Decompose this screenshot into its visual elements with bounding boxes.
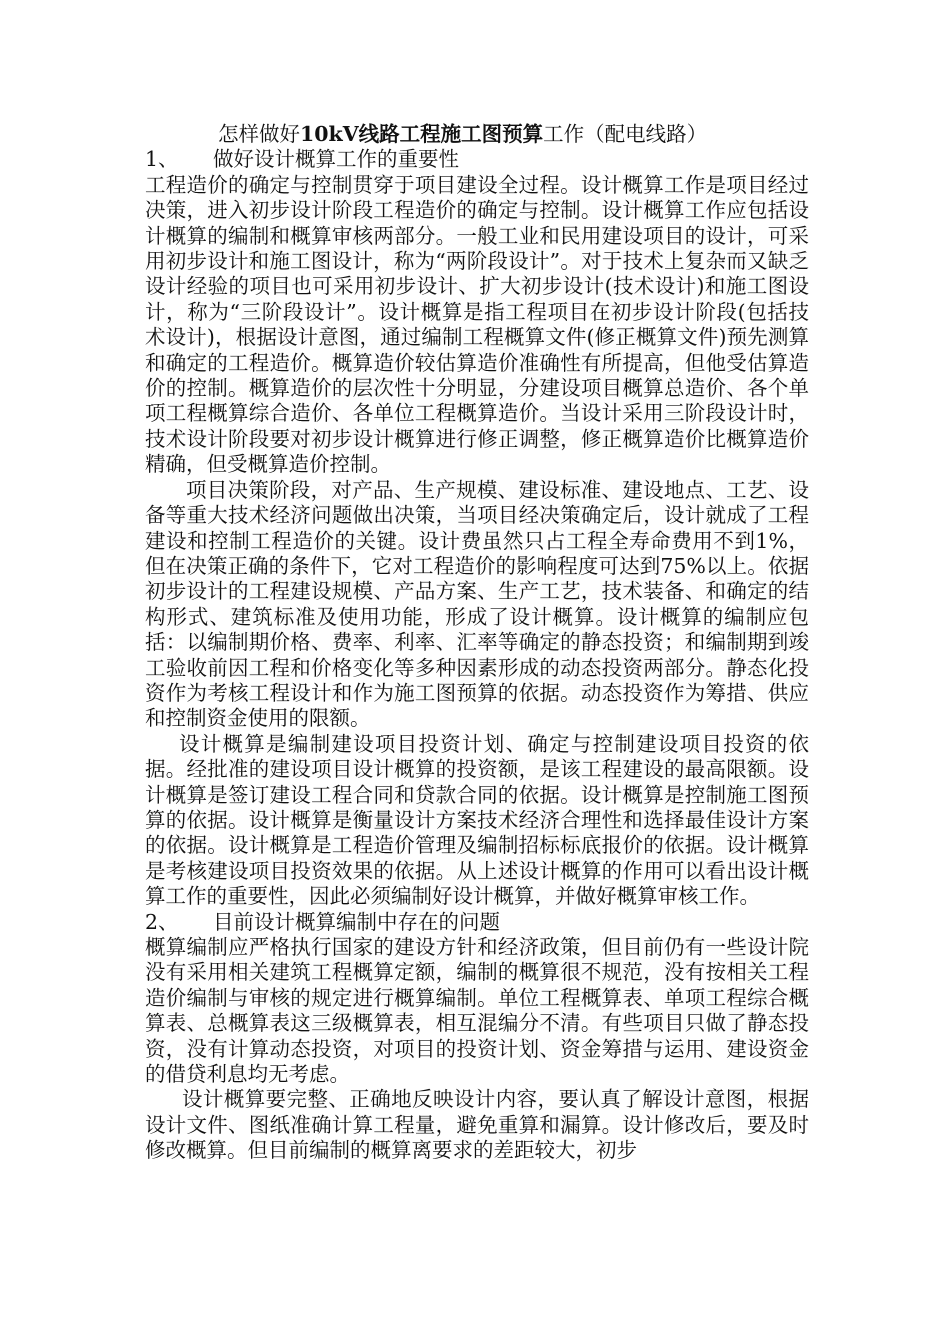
section-1-paragraph-2: 项目决策阶段，对产品、生产规模、建设标准、建设地点、工艺、设备等重大技术经济问题做出决策，当项目经决策确定后，设计就成了工程建设和控制工程造价的关键。设计费虽然只占工程全寿命费用不到1%，但在决策正确的条件下，它对工程造价的影响程度可达到75%以上。依据初步设计的工程建设规模、产品方案、生产工艺，技术装备、和确定的结构形式、建筑标准及使用功能，形成了设计概算。设计概算的编制应包括：以编制期价格、费率、利率、汇率等确定的静态投资；和编制期到竣工验收前因工程和价格变化等多种因素形成的动态投资两部分。静态化投资作为考核工程设计和作为施工图预算的依据。动态投资作为筹措、供应和控制资金使用的限额。: [145, 477, 809, 731]
section-1-paragraph-1: 工程造价的确定与控制贯穿于项目建设全过程。设计概算工作是项目经过决策，进入初步设计阶段工程造价的确定与控制。设计概算工作应包括设计概算的编制和概算审核两部分。一般工业和民用建设项目的设计，可采用初步设计和施工图设计，称为“两阶段设计”。对于技术上复杂而又缺乏设计经验的项目也可采用初步设计、扩大初步设计(技术设计)和施工图设计，称为“三阶段设计”。设计概算是指工程项目在初步设计阶段(包括技术设计)，根据设计意图，通过编制工程概算文件(修正概算文件)预先测算和确定的工程造价。概算造价较估算造价准确性有所提高，但他受估算造价的控制。概算造价的层次性十分明显，分建设项目概算总造价、各个单项工程概算综合造价、各单位工程概算造价。当设计采用三阶段设计时，技术设计阶段要对初步设计概算进行修正调整，修正概算造价比概算造价精确，但受概算造价控制。: [145, 172, 809, 477]
section-2-number: 2、: [145, 909, 179, 934]
section-1-number: 1、: [145, 147, 179, 172]
title-prefix: 怎样做好: [218, 122, 300, 146]
section-1-heading-text: 做好设计概算工作的重要性: [213, 147, 459, 172]
document-page: [145, 122, 809, 1164]
title-bold: 10kV线路工程施工图预算: [300, 122, 544, 146]
section-2-heading: [145, 910, 809, 935]
section-2-paragraph-2: 设计概算要完整、正确地反映设计内容，要认真了解设计意图，根据设计文件、图纸准确计算工程量，避免重算和漏算。设计修改后，要及时修改概算。但目前编制的概算离要求的差距较大，初步: [145, 1087, 809, 1163]
title-suffix: 工作（配电线路）: [543, 122, 708, 146]
section-2-paragraph-1: 概算编制应严格执行国家的建设方针和经济政策，但目前仍有一些设计院没有采用相关建筑工程概算定额，编制的概算很不规范，没有按相关工程造价编制与审核的规定进行概算编制。单位工程概算表、单项工程综合概算表、总概算表这三级概算表，相互混编分不清。有些项目只做了静态投资，没有计算动态投资，对项目的投资计划、资金筹措与运用、建设资金的借贷利息均无考虑。: [145, 935, 809, 1087]
section-2-heading-text: 目前设计概算编制中存在的问题: [213, 909, 500, 934]
section-1-paragraph-3: 设计概算是编制建设项目投资计划、确定与控制建设项目投资的依据。经批准的建设项目设计概算的投资额，是该工程建设的最高限额。设计概算是签订建设工程合同和贷款合同的依据。设计概算是控制施工图预算的依据。设计概算是衡量设计方案技术经济合理性和选择最佳设计方案的依据。设计概算是工程造价管理及编制招标标底报价的依据。设计概算是考核建设项目投资效果的依据。从上述设计概算的作用可以看出设计概算工作的重要性，因此必须编制好设计概算，并做好概算审核工作。: [145, 731, 809, 909]
document-title: [145, 122, 809, 147]
section-1-heading: [145, 147, 809, 172]
